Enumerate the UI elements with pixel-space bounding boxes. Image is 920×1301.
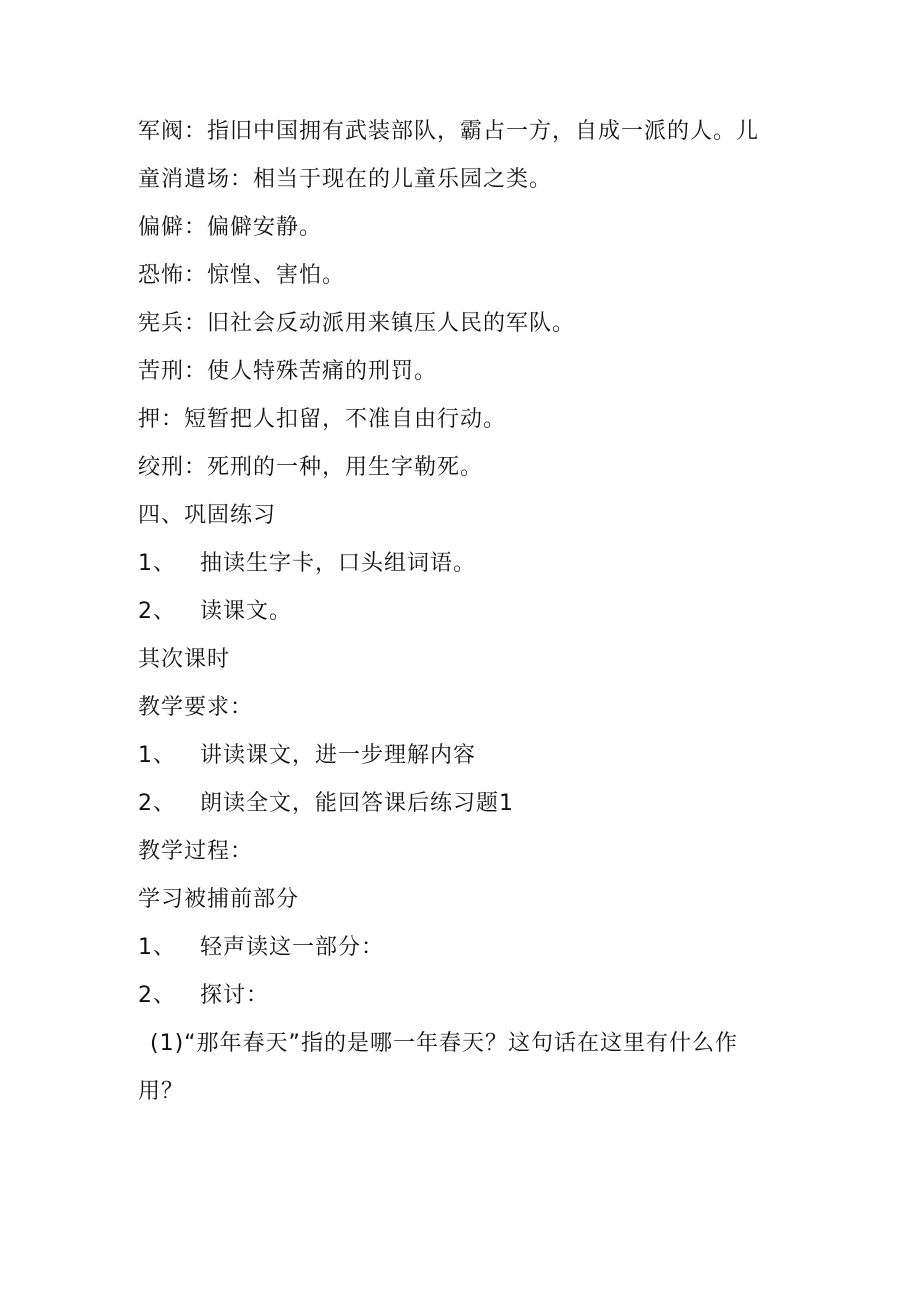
list-number: 2、 <box>138 599 176 624</box>
text-line: 恐怖：惊惶、害怕。 <box>138 263 346 288</box>
list-item: 1、 轻声读这一部分： <box>138 933 384 963</box>
text-line: 童消遣场：相当于现在的儿童乐园之类。 <box>138 167 553 192</box>
list-number: 2、 <box>138 791 176 816</box>
list-number: 1、 <box>138 551 176 576</box>
list-number: 2、 <box>138 983 176 1008</box>
section-heading: 四、巩固练习 <box>138 503 277 528</box>
question-text: 用？ <box>138 1079 185 1104</box>
text-line: 军阀：指旧中国拥有武装部队，霸占一方，自成一派的人。儿 <box>138 119 760 144</box>
list-number: 1、 <box>138 935 176 960</box>
text-line: 绞刑：死刑的一种，用生字勒死。 <box>138 455 484 480</box>
list-item: 2、 探讨： <box>138 981 269 1011</box>
section-heading: 教学要求： <box>138 695 254 720</box>
question-text: (1)“那年春天”指的是哪一年春天？这句话在这里有什么作 <box>150 1031 738 1056</box>
text-line: 偏僻：偏僻安静。 <box>138 215 323 240</box>
section-heading: 其次课时 <box>138 647 231 672</box>
section-heading: 教学过程： <box>138 839 254 864</box>
list-item: 2、 朗读全文，能回答课后练习题1 <box>138 789 514 819</box>
list-item: 2、 读课文。 <box>138 597 292 627</box>
list-number: 1、 <box>138 743 176 768</box>
list-item: 1、 讲读课文，进一步理解内容 <box>138 741 476 771</box>
text-line: 押：短暂把人扣留，不准自由行动。 <box>138 407 507 432</box>
text-line: 宪兵：旧社会反动派用来镇压人民的军队。 <box>138 311 576 336</box>
list-item: 1、 抽读生字卡，口头组词语。 <box>138 549 476 579</box>
section-heading: 学习被捕前部分 <box>138 887 300 912</box>
text-line: 苦刑：使人特殊苦痛的刑罚。 <box>138 359 438 384</box>
